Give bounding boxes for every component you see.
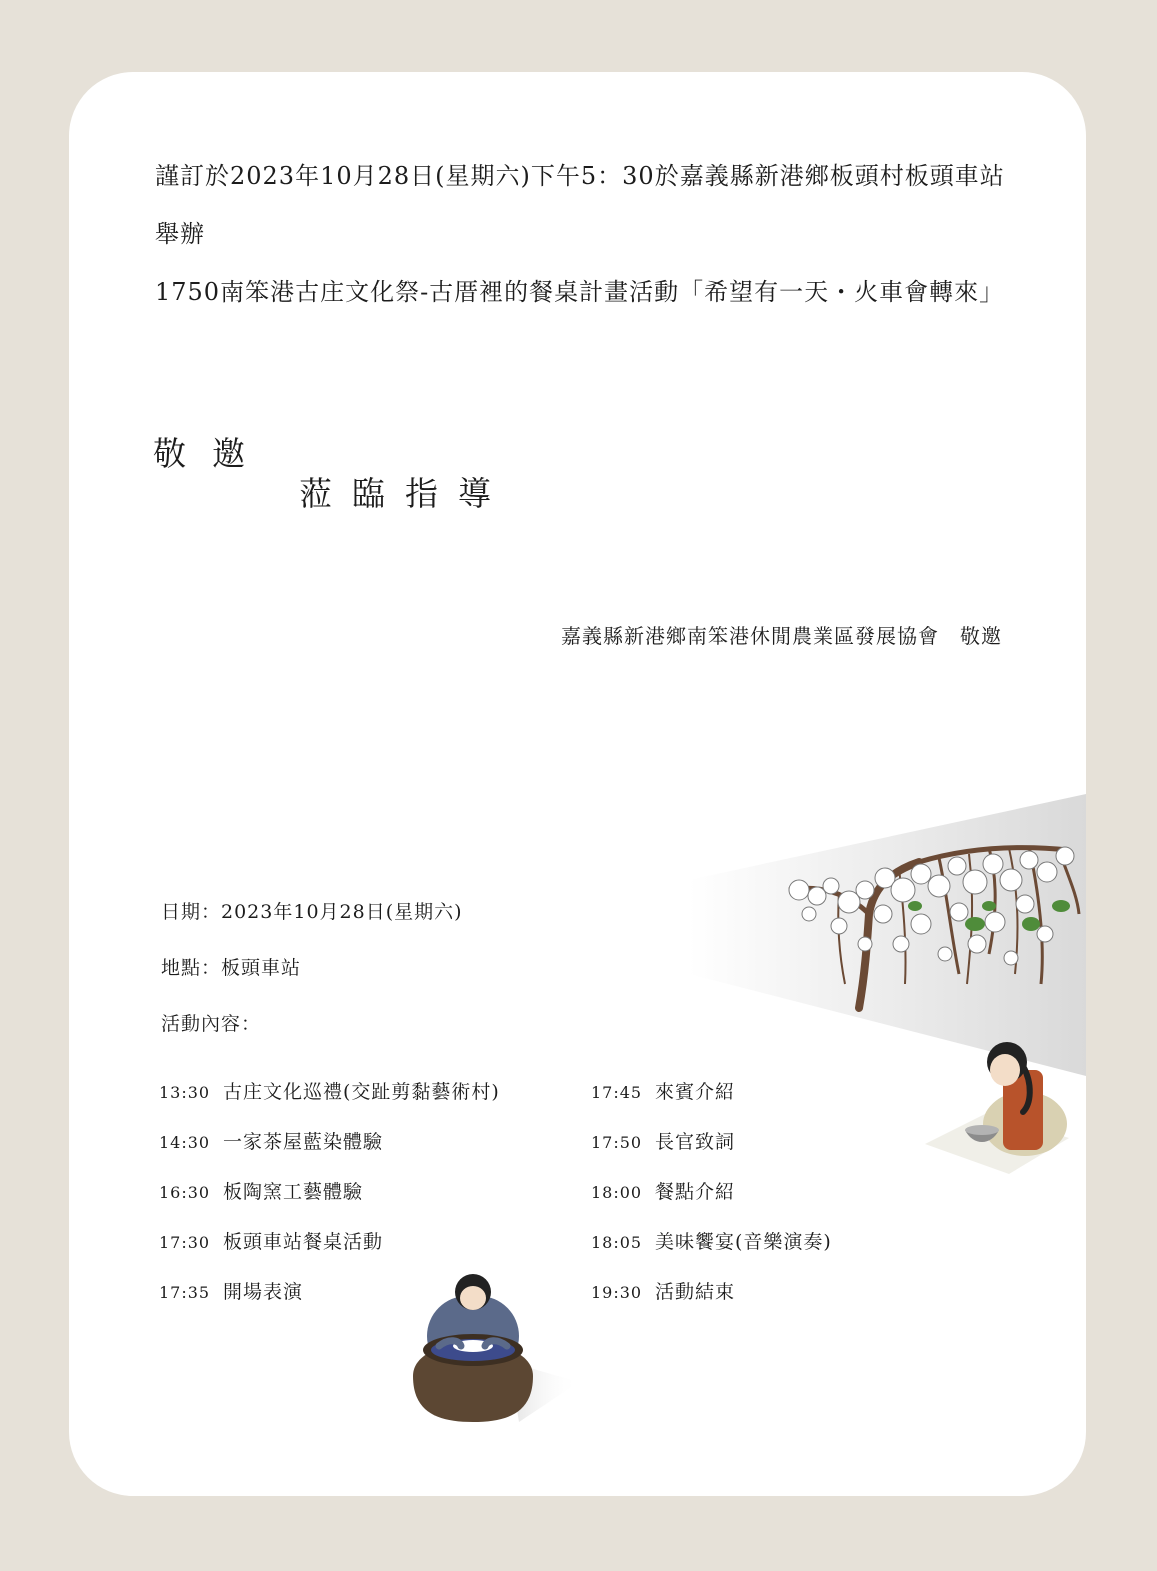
schedule-time: 17:45 — [591, 1083, 643, 1102]
schedule-time: 17:30 — [159, 1233, 211, 1252]
schedule-label: 餐點介紹 — [655, 1181, 736, 1203]
signer-text: 嘉義縣新港鄉南笨港休閒農業區發展協會 敬邀 — [561, 624, 1002, 648]
schedule-label: 板頭車站餐桌活動 — [223, 1231, 384, 1253]
schedule-item — [591, 1278, 832, 1328]
event-content-label: 活動內容： — [161, 1013, 262, 1035]
invitation-intro — [155, 156, 1035, 330]
intro-line-3: 1750南笨港古庄文化祭-古厝裡的餐桌計畫活動「希望有一天・火車會轉來」 — [155, 278, 1005, 306]
intro-line-2: 舉辦 — [155, 220, 205, 248]
schedule-time: 17:50 — [591, 1133, 643, 1152]
schedule-label: 一家茶屋藍染體驗 — [223, 1131, 384, 1153]
schedule-item — [591, 1128, 832, 1178]
event-place: 地點：板頭車站 — [161, 957, 302, 979]
schedule-item — [159, 1128, 500, 1178]
schedule-time: 17:35 — [159, 1283, 211, 1302]
schedule-item — [159, 1178, 500, 1228]
invitation-card — [69, 72, 1086, 1496]
schedule-label: 活動結束 — [655, 1281, 736, 1303]
schedule-right — [591, 1078, 832, 1328]
guidance-text: 蒞臨指導 — [299, 474, 511, 513]
schedule-item — [591, 1178, 832, 1228]
schedule-item — [159, 1228, 500, 1278]
event-date: 日期：2023年10月28日(星期六) — [161, 901, 463, 923]
schedule-time: 19:30 — [591, 1283, 643, 1302]
schedule-label: 開場表演 — [223, 1281, 304, 1303]
intro-line-1: 謹訂於2023年10月28日(星期六)下午5：30於嘉義縣新港鄉板頭村板頭車站 — [155, 162, 1005, 190]
schedule-label: 美味饗宴(音樂演奏) — [655, 1231, 832, 1253]
schedule-time: 14:30 — [159, 1133, 211, 1152]
greeting-text: 敬邀 — [153, 434, 271, 473]
schedule-label: 長官致詞 — [655, 1131, 736, 1153]
schedule-time: 16:30 — [159, 1183, 211, 1202]
schedule-item — [591, 1228, 832, 1278]
schedule-label: 古庄文化巡禮(交趾剪黏藝術村) — [223, 1081, 500, 1103]
schedule-time: 18:05 — [591, 1233, 643, 1252]
schedule-label: 板陶窯工藝體驗 — [223, 1181, 364, 1203]
schedule-time: 18:00 — [591, 1183, 643, 1202]
indigo-dye-pot-icon — [399, 1272, 599, 1432]
schedule-time: 13:30 — [159, 1083, 211, 1102]
event-details — [161, 898, 463, 1066]
schedule-item — [159, 1078, 500, 1128]
schedule-item — [591, 1078, 832, 1128]
schedule-label: 來賓介紹 — [655, 1081, 736, 1103]
